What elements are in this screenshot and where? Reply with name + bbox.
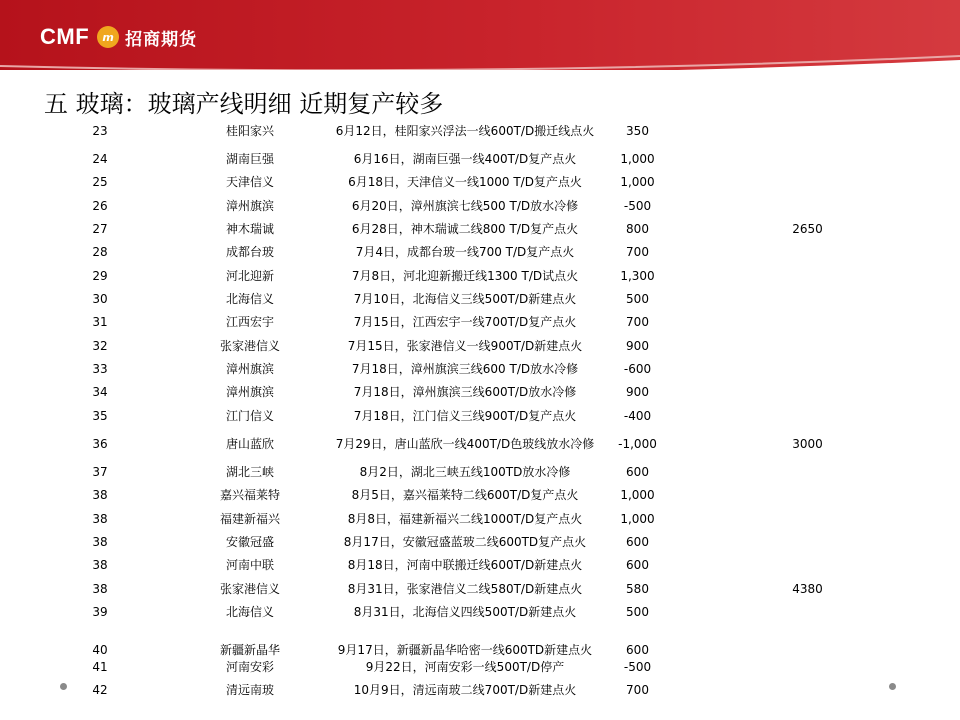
nav-dot-right-icon: [889, 683, 896, 690]
company-name: 神木瑞诚: [225, 222, 274, 236]
event-description: 8月17日，安徽冠盛蓝玻二线600TD复产点火: [343, 535, 587, 549]
capacity-value: 500: [626, 292, 649, 306]
event-description: 7月4日，成都台玻一线700 T/D复产点火: [355, 245, 575, 259]
company-name: 新疆新晶华: [219, 643, 280, 657]
event-description: 6月18日，天津信义一线1000 T/D复产点火: [348, 175, 582, 189]
event-description: 8月31日，张家港信义二线580T/D新建点火: [347, 581, 583, 596]
table-row: [0, 679, 960, 702]
company-name: 成都台玻: [225, 245, 274, 259]
row-number: 27: [92, 222, 108, 236]
row-number: 42: [92, 683, 108, 697]
company-name: 天津信义: [225, 175, 274, 189]
event-description: 7月18日，江门信义三线900T/D复产点火: [353, 408, 577, 423]
table-row: [0, 381, 960, 404]
capacity-value: 600: [626, 535, 649, 549]
event-description: 6月12日，桂阳家兴浮法一线600T/D搬迁线点火: [335, 123, 595, 138]
event-description: 7月10日，北海信义三线500T/D新建点火: [353, 292, 577, 306]
capacity-value: -600: [623, 362, 652, 376]
company-name: 张家港信义: [219, 581, 280, 596]
row-number: 40: [92, 643, 108, 657]
row-number: 29: [92, 268, 108, 283]
row-number: 26: [92, 198, 108, 213]
company-name: 江门信义: [225, 408, 274, 423]
event-description: 7月29日，唐山蓝欣一线400T/D色玻线放水冷修: [335, 436, 595, 451]
table-row: [0, 171, 960, 194]
event-description: 7月8日，河北迎新搬迁线1300 T/D试点火: [351, 268, 579, 283]
capacity-value: 500: [626, 605, 649, 619]
row-number: 38: [92, 488, 108, 502]
row-number: 39: [92, 605, 108, 619]
table-row: [0, 358, 960, 381]
period-total: [760, 311, 855, 334]
company-name: 湖北三峡: [225, 464, 274, 479]
event-description: 8月8日，福建新福兴二线1000T/D复产点火: [347, 511, 583, 526]
logo-company-name: 招商期货: [125, 29, 198, 50]
capacity-value: 600: [626, 558, 649, 572]
period-total: [760, 264, 855, 288]
event-description: 9月22日，河南安彩一线500T/D停产: [365, 659, 565, 674]
company-name: 漳州旗滨: [225, 362, 274, 376]
company-name: 北海信义: [225, 292, 274, 306]
period-total: [760, 114, 855, 148]
row-number: 34: [92, 385, 108, 399]
row-number: 32: [92, 338, 108, 353]
page-title: 五 玻璃：玻璃产线明细 近期复产较多: [44, 90, 444, 118]
table-row: [0, 601, 960, 624]
row-number: 31: [92, 315, 108, 329]
row-number: 33: [92, 362, 108, 376]
logo-mark-icon: m: [97, 26, 119, 48]
row-number: 38: [92, 581, 108, 596]
table-row: [0, 484, 960, 507]
company-name: 桂阳家兴: [225, 123, 274, 138]
capacity-value: 1,000: [620, 488, 655, 502]
event-description: 8月2日，湖北三峡五线100TD放水冷修: [359, 464, 571, 479]
capacity-value: 1,000: [620, 175, 655, 189]
row-number: 38: [92, 535, 108, 549]
row-number: 24: [92, 152, 108, 166]
event-description: 9月17日，新疆新晶华哈密一线600TD新建点火: [337, 643, 593, 657]
row-number: 25: [92, 175, 108, 189]
logo-cmf-text: CMF: [40, 24, 90, 49]
event-description: 7月18日，漳州旗滨三线600T/D放水冷修: [353, 385, 577, 399]
capacity-value: 1,300: [620, 268, 655, 283]
period-total: [760, 460, 855, 484]
period-total: [760, 148, 855, 171]
event-description: 6月20日，漳州旗滨七线500 T/D放水冷修: [351, 198, 579, 213]
capacity-value: 700: [626, 315, 649, 329]
table-row: [0, 404, 960, 428]
company-name: 江西宏宇: [225, 315, 274, 329]
event-description: 10月9日，清远南玻二线700T/D新建点火: [353, 683, 577, 697]
capacity-value: 900: [626, 338, 649, 353]
capacity-value: 900: [626, 385, 649, 399]
capacity-value: 1,000: [620, 152, 655, 166]
table-row: [0, 577, 960, 601]
capacity-value: -400: [623, 408, 652, 423]
company-name: 河南安彩: [225, 659, 274, 674]
row-number: 38: [92, 511, 108, 526]
event-description: 7月15日，江西宏宇一线700T/D复产点火: [353, 315, 577, 329]
period-total: 2650: [792, 222, 823, 236]
row-number: 37: [92, 464, 108, 479]
period-total: [760, 554, 855, 577]
table-row: [0, 264, 960, 288]
company-name: 河北迎新: [225, 268, 274, 283]
capacity-value: 700: [626, 683, 649, 697]
capacity-value: 700: [626, 245, 649, 259]
company-name: 安徽冠盛: [225, 535, 274, 549]
event-description: 8月18日，河南中联搬迁线600T/D新建点火: [347, 558, 583, 572]
event-description: 7月15日，张家港信义一线900T/D新建点火: [347, 338, 583, 353]
nav-dot-left-icon: [60, 683, 67, 690]
capacity-value: 800: [626, 222, 649, 236]
company-name: 漳州旗滨: [225, 385, 274, 399]
row-number: 41: [92, 659, 108, 674]
row-number: 23: [92, 123, 108, 138]
capacity-value: -1,000: [618, 436, 657, 451]
table-row: [0, 334, 960, 358]
period-total: [760, 241, 855, 264]
period-total: [760, 531, 855, 554]
period-total: [760, 358, 855, 381]
period-total: 4380: [792, 581, 823, 596]
company-name: 唐山蓝欣: [225, 436, 274, 451]
period-total: [760, 334, 855, 358]
event-description: 6月16日，湖南巨强一线400T/D复产点火: [353, 152, 577, 166]
row-number: 28: [92, 245, 108, 259]
company-name: 北海信义: [225, 605, 274, 619]
table-row: [0, 114, 960, 148]
company-name: 河南中联: [225, 558, 274, 572]
header-banner: [0, 0, 960, 70]
period-total: [760, 194, 855, 218]
company-name: 嘉兴福莱特: [219, 488, 280, 502]
table-row: [0, 531, 960, 554]
table-row: [0, 428, 960, 460]
table-row: [0, 656, 960, 678]
event-description: 8月5日，嘉兴福莱特二线600T/D复产点火: [351, 488, 579, 502]
table-row: [0, 311, 960, 334]
period-total: [760, 507, 855, 531]
table-row: [0, 460, 960, 484]
period-total: [760, 288, 855, 311]
event-description: 7月18日，漳州旗滨三线600 T/D放水冷修: [351, 362, 579, 376]
table-row: [0, 507, 960, 531]
event-description: 8月31日，北海信义四线500T/D新建点火: [353, 605, 577, 619]
capacity-value: 600: [626, 464, 649, 479]
capacity-value: -500: [623, 198, 652, 213]
row-number: 30: [92, 292, 108, 306]
period-total: 3000: [792, 436, 823, 451]
table-row: [0, 554, 960, 577]
capacity-value: -500: [623, 659, 652, 674]
company-name: 清远南玻: [225, 683, 274, 697]
capacity-value: 600: [626, 643, 649, 657]
period-total: [760, 171, 855, 194]
period-total: [760, 679, 855, 702]
period-total: [760, 484, 855, 507]
period-total: [760, 404, 855, 428]
company-name: 张家港信义: [219, 338, 280, 353]
period-total: [760, 381, 855, 404]
table-row: [0, 218, 960, 241]
company-name: 福建新福兴: [219, 511, 280, 526]
table-row: [0, 288, 960, 311]
period-total: [760, 656, 855, 678]
capacity-value: 580: [626, 581, 649, 596]
row-number: 36: [92, 436, 108, 451]
company-name: 漳州旗滨: [225, 198, 274, 213]
period-total: [760, 601, 855, 624]
table-row: [0, 148, 960, 171]
company-name: 湖南巨强: [225, 152, 274, 166]
capacity-value: 1,000: [620, 511, 655, 526]
event-description: 6月28日，神木瑞诚二线800 T/D复产点火: [351, 222, 579, 236]
table-row: [0, 194, 960, 218]
company-logo: [40, 22, 197, 52]
row-number: 35: [92, 408, 108, 423]
capacity-value: 350: [626, 123, 649, 138]
row-number: 38: [92, 558, 108, 572]
table-row: [0, 241, 960, 264]
